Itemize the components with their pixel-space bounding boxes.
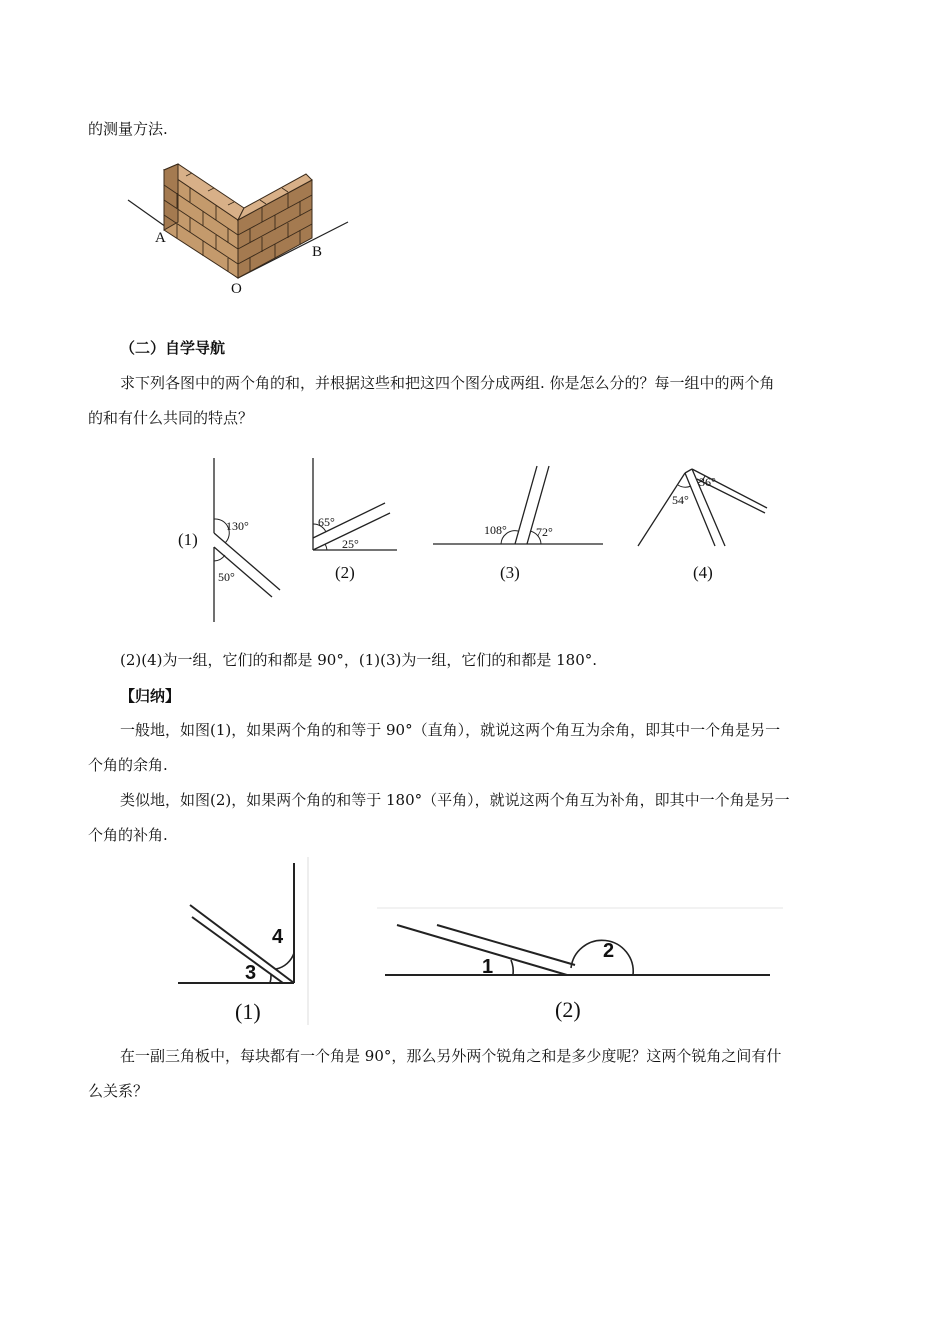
- fig1-angle-bottom: 50°: [218, 570, 235, 584]
- summary2-line-1: 类似地，如图(2)，如果两个角的和等于 180°（平角），就说这两个角互为补角，即其中一个角是另一: [120, 791, 790, 809]
- angle-figures: [175, 455, 795, 625]
- fig4-caption: (4): [693, 563, 713, 582]
- supplementary-figure: [375, 905, 795, 1030]
- bottom-fig2-caption: (2): [555, 997, 581, 1022]
- bottom-fig1-caption: (1): [235, 999, 261, 1024]
- angle-figure-4: [638, 469, 767, 582]
- brick-wall-figure: [120, 158, 360, 298]
- answer-text: (2)(4)为一组，它们的和都是 90°，(1)(3)为一组，它们的和都是 180°.: [120, 651, 598, 669]
- label-b: B: [312, 244, 323, 260]
- label-4: 4: [272, 926, 284, 948]
- fig3-angle-right: 72°: [536, 525, 553, 539]
- text-line-top: 的测量方法.: [88, 120, 168, 138]
- angle-figure-3: [433, 466, 603, 582]
- summary-title: 【归纳】: [120, 687, 181, 705]
- fig2-caption: (2): [335, 563, 355, 582]
- fig1-caption: (1): [178, 530, 198, 549]
- label-1: 1: [482, 956, 494, 978]
- label-o: O: [231, 281, 242, 297]
- fig3-angle-left: 108°: [484, 523, 507, 537]
- question-line-1: 求下列各图中的两个角的和，并根据这些和把这四个图分成两组. 你是怎么分的？每一组中的两个角: [120, 374, 775, 392]
- label-2: 2: [603, 940, 615, 962]
- label-a: A: [155, 230, 166, 246]
- section-title: （二）自学导航: [120, 339, 226, 357]
- fig2-angle-top: 65°: [318, 515, 335, 529]
- final-question-line-2: 么关系？: [88, 1082, 149, 1100]
- complementary-figure: [172, 855, 332, 1030]
- summary1-line-1: 一般地，如图(1)，如果两个角的和等于 90°（直角），就说这两个角互为余角，即其中一个角是另一: [120, 721, 781, 739]
- fig4-angle-right: 36°: [699, 475, 716, 489]
- fig2-angle-bottom: 25°: [342, 537, 359, 551]
- fig4-angle-left: 54°: [672, 493, 689, 507]
- question-line-2: 的和有什么共同的特点？: [88, 409, 254, 427]
- angle-figure-2: [313, 458, 397, 582]
- label-3: 3: [245, 962, 257, 984]
- summary1-line-2: 个角的余角.: [88, 756, 168, 774]
- fig1-angle-top: 130°: [226, 519, 249, 533]
- final-question-line-1: 在一副三角板中，每块都有一个角是 90°，那么另外两个锐角之和是多少度呢？这两个锐角之间有什: [120, 1047, 782, 1065]
- summary2-line-2: 个角的补角.: [88, 826, 168, 844]
- fig3-caption: (3): [500, 563, 520, 582]
- angle-figure-1: [178, 458, 280, 622]
